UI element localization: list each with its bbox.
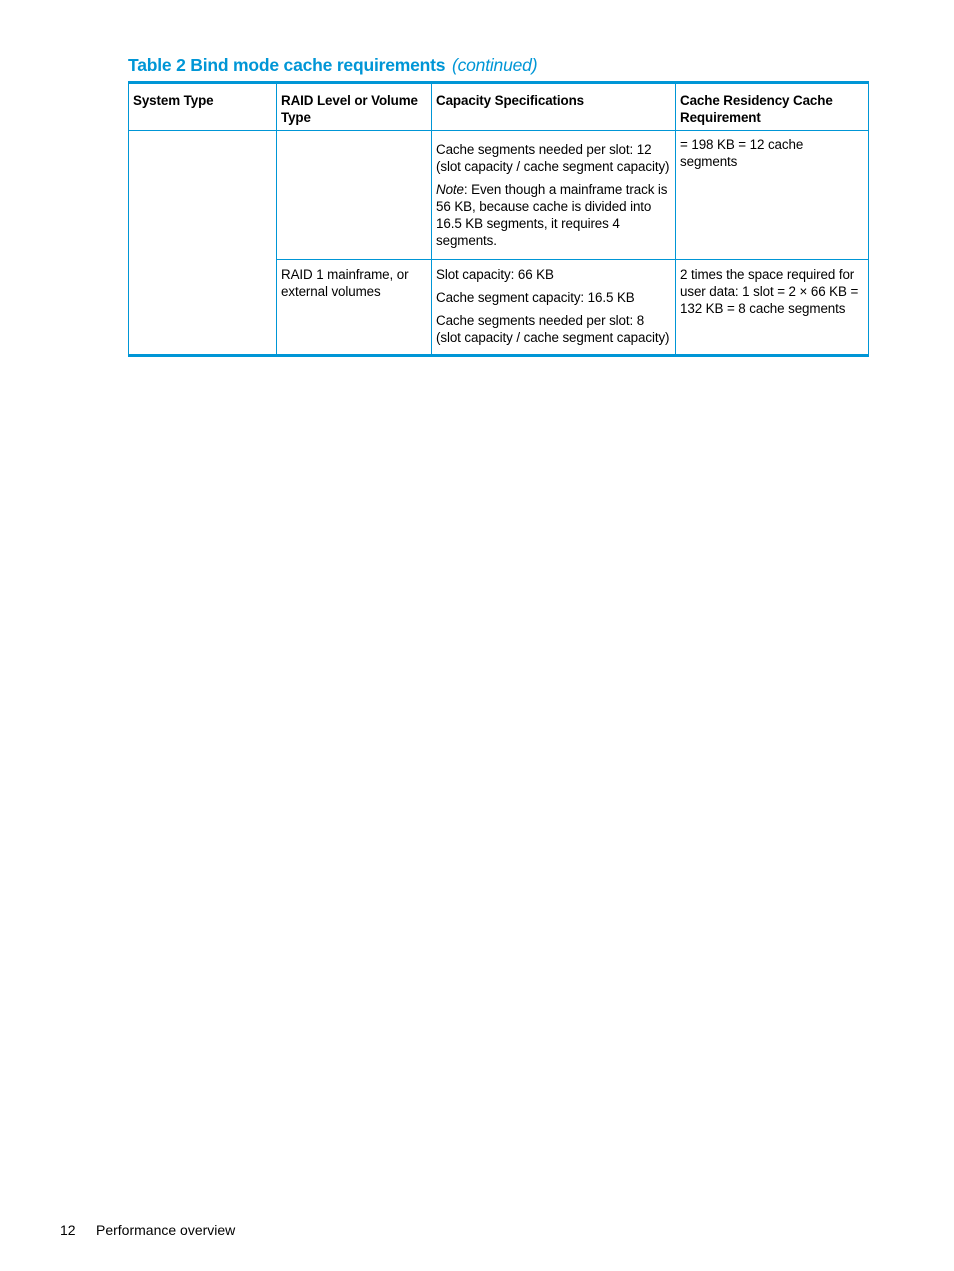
page-footer [60,1222,235,1238]
spec-note [436,181,671,249]
spec-line: Cache segments needed per slot: 12 (slot capacity / cache segment capacity) [436,142,670,174]
table-row [129,131,869,260]
page-number: 12 [60,1222,76,1238]
raid-level-cell [277,131,432,260]
note-label: Note [436,182,464,197]
table-caption [128,55,537,76]
bind-mode-cache-table [128,81,869,357]
table-continued-label: (continued) [451,55,538,75]
cache-requirement-cell: = 198 KB = 12 cache segments [676,131,869,260]
spec-line: Cache segment capacity: 16.5 KB [436,290,635,305]
system-type-cell [129,131,277,356]
table-header-row [129,83,869,131]
capacity-spec-cell [432,260,676,356]
header-cache-requirement: Cache Residency Cache Requirement [676,83,869,131]
note-text: : Even though a mainframe track is 56 KB, because cache is divided into 16.5 KB segments, it requires 4 segments. [436,182,668,248]
spec-line: Slot capacity: 66 KB [436,267,554,282]
footer-section-title: Performance overview [96,1222,236,1238]
spec-line: Cache segments needed per slot: 8 (slot capacity / cache segment capacity) [436,313,670,345]
cache-requirement-cell: 2 times the space required for user data: 1 slot = 2 × 66 KB = 132 KB = 8 cache segments [676,260,869,356]
header-capacity-specifications: Capacity Specifications [432,83,676,131]
capacity-spec-cell [432,131,676,260]
header-system-type: System Type [129,83,277,131]
raid-level-cell: RAID 1 mainframe, or external volumes [277,260,432,356]
table-title: Table 2 Bind mode cache requirements [128,55,446,75]
header-raid-level: RAID Level or Volume Type [277,83,432,131]
